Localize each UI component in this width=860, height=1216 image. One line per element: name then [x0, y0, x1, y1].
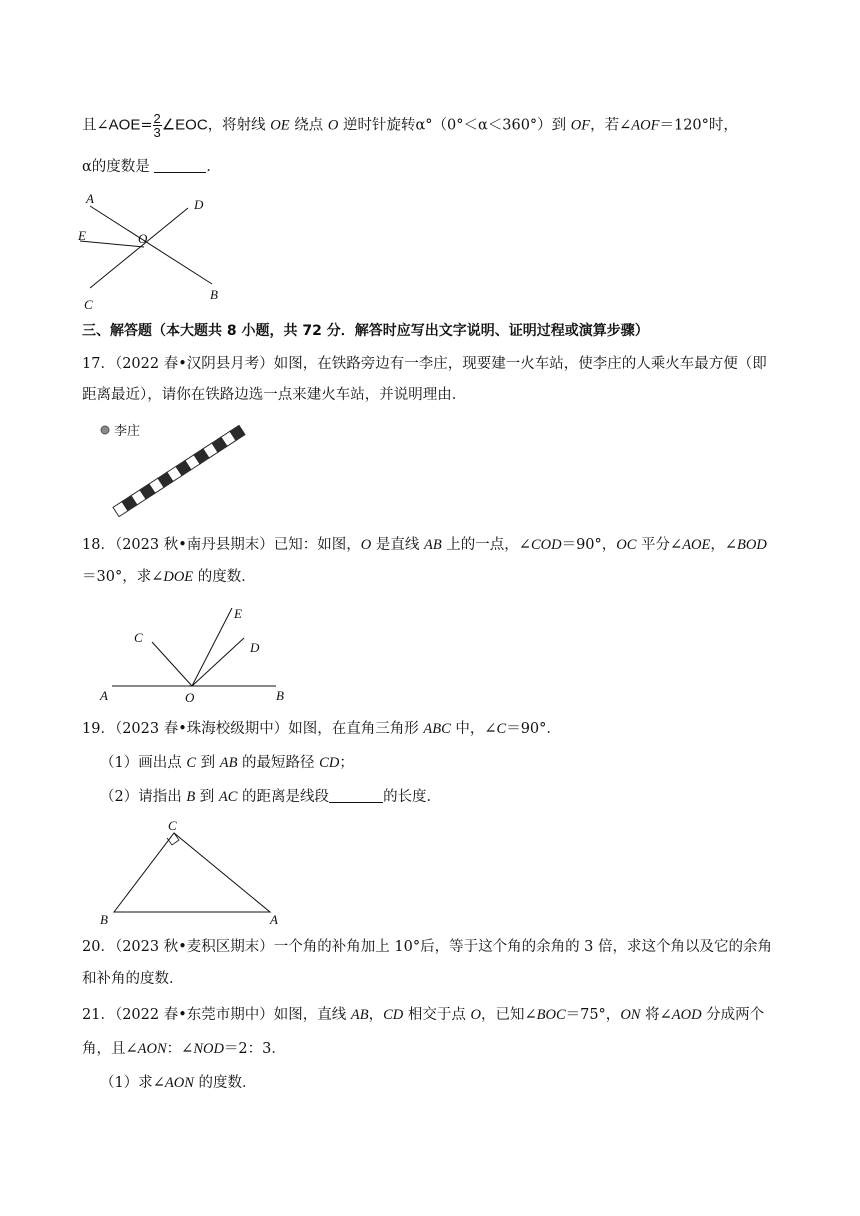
var: AOD [671, 1007, 702, 1023]
label-c: C [134, 630, 143, 645]
answer-blank[interactable] [154, 158, 206, 173]
var: COD [530, 537, 562, 553]
var: O [360, 537, 372, 553]
q17-figure [96, 418, 256, 522]
label-e: E [234, 606, 242, 621]
q21-sub1 [100, 1072, 256, 1094]
text: 平分∠ [636, 537, 683, 553]
text: ，将射线 [207, 117, 271, 134]
var: C [496, 721, 507, 737]
text: 将∠ [640, 1007, 672, 1023]
text: 21．（2022 春•东莞市期中）如图，直线 [82, 1007, 351, 1023]
label-o: O [185, 690, 195, 705]
var: AOF [631, 117, 660, 134]
q18-figure [96, 600, 306, 704]
text: ，若∠ [590, 117, 632, 134]
label-a: A [270, 912, 278, 927]
text: = [140, 117, 153, 134]
fraction [153, 112, 162, 139]
text: 是直线 [371, 537, 424, 553]
text: 的距离是线段 [237, 789, 330, 805]
text: 角，且∠ [82, 1041, 138, 1057]
text: ＝2：3． [223, 1041, 286, 1057]
text: ＝75°， [565, 1007, 621, 1023]
label-d: D [194, 197, 204, 212]
line-cd [90, 208, 188, 288]
text: ＝30°，求∠ [82, 569, 164, 585]
text: 的最短路径 [237, 755, 320, 771]
q19-figure [96, 816, 292, 926]
q16-line1 [82, 112, 738, 139]
var: B [186, 789, 196, 805]
var: OC [616, 537, 637, 553]
fraction-numerator: 2 [153, 111, 161, 126]
var: O [327, 117, 339, 134]
text: ＝120°时， [659, 117, 738, 134]
text: 且∠ [82, 117, 109, 134]
text: （2）请指出 [100, 789, 187, 805]
label-c: C [168, 818, 177, 833]
text: ，∠ [710, 537, 738, 553]
text: 逆时针旋转α°（0°＜α＜360°）到 [338, 117, 571, 134]
var: AON [164, 1075, 194, 1091]
q21-line2 [82, 1038, 286, 1060]
q18-line2 [82, 566, 256, 588]
answer-blank[interactable] [329, 788, 383, 803]
q18-line1 [82, 534, 767, 556]
q17-line2: 距离最近），请你在铁路边选一点来建火车站，并说明理由． [82, 387, 467, 403]
label-a: A [86, 191, 94, 206]
text: 上的一点，∠ [441, 537, 531, 553]
var: OE [270, 117, 290, 134]
var: BOD [737, 537, 767, 553]
label-a: A [100, 688, 108, 703]
text: 分成两个 [701, 1007, 765, 1023]
text: 的度数． [193, 1075, 257, 1091]
q20-line1: 20．（2023 秋•麦积区期末）一个角的补角加上 10°后，等于这个角的余角的 3 倍，求这个角以及它的余角 [82, 939, 773, 955]
ray-oe [80, 241, 144, 247]
var: AOE [682, 537, 711, 553]
var: OF [570, 117, 591, 134]
line-ab [90, 206, 212, 284]
var: AC [218, 789, 238, 805]
text: （1）求∠ [100, 1075, 165, 1091]
text: ； [339, 755, 354, 771]
q19-sub1 [100, 752, 354, 774]
section-heading: 三、解答题（本大题共 8 小题，共 72 分．解答时应写出文字说明、证明过程或演算步骤） [82, 323, 649, 339]
fraction-denominator: 3 [153, 125, 161, 140]
village-label: 李庄 [114, 424, 141, 439]
text: ＝90°， [561, 537, 617, 553]
var: ON [620, 1007, 641, 1023]
text: 19．（2023 春•珠海校级期中）如图，在直角三角形 [82, 721, 424, 737]
triangle-abc [114, 833, 270, 912]
text: ，已知∠ [480, 1007, 537, 1023]
text: 的长度． [383, 789, 442, 805]
text: 相交于点 [403, 1007, 471, 1023]
text: 到 [195, 789, 219, 805]
q16-figure [76, 192, 226, 312]
text: α的度数是 [82, 159, 155, 175]
village-dot [101, 426, 109, 434]
var: C [186, 755, 197, 771]
text: ， [368, 1007, 384, 1023]
text: 中，∠ [450, 721, 497, 737]
q20-line2: 和补角的度数． [82, 971, 184, 987]
q19-sub2 [100, 786, 441, 808]
var: AB [219, 755, 238, 771]
var: O [470, 1007, 481, 1023]
angle-aoe: AOE [108, 116, 141, 134]
var: BOC [536, 1007, 566, 1023]
var: AB [350, 1007, 369, 1023]
label-e: E [78, 228, 86, 243]
ray-od [192, 638, 244, 686]
q16-line2 [82, 156, 221, 178]
text: 18．（2023 秋•南丹县期末）已知：如图， [82, 537, 361, 553]
text: ． [206, 159, 221, 175]
var: NOD [193, 1041, 224, 1057]
var: AON [137, 1041, 167, 1057]
label-c: C [84, 297, 93, 312]
var: CD [319, 755, 340, 771]
var: CD [383, 1007, 404, 1023]
text: 的度数． [193, 569, 256, 585]
label-d: D [250, 640, 260, 655]
label-b: B [100, 912, 108, 927]
text: 绕点 [289, 117, 328, 134]
q17-line1: 17．（2022 春•汉阴县月考）如图，在铁路旁边有一李庄，现要建一火车站，使李庄的人乘火车最方便（即 [82, 356, 767, 372]
label-b: B [276, 688, 284, 703]
angle-eoc: ∠EOC [161, 116, 208, 134]
railway [113, 425, 245, 516]
text: （1）画出点 [100, 755, 187, 771]
q21-line1 [82, 1004, 764, 1026]
q19-line1 [82, 718, 561, 740]
var: DOE [163, 569, 194, 585]
text: ：∠ [166, 1041, 194, 1057]
var: AB [423, 537, 442, 553]
text: 到 [196, 755, 220, 771]
var: ABC [423, 721, 451, 737]
label-o: O [138, 231, 148, 246]
text: ＝90°． [506, 721, 561, 737]
ray-oe [192, 608, 232, 686]
label-b: B [210, 287, 218, 302]
ray-oc [152, 642, 192, 686]
